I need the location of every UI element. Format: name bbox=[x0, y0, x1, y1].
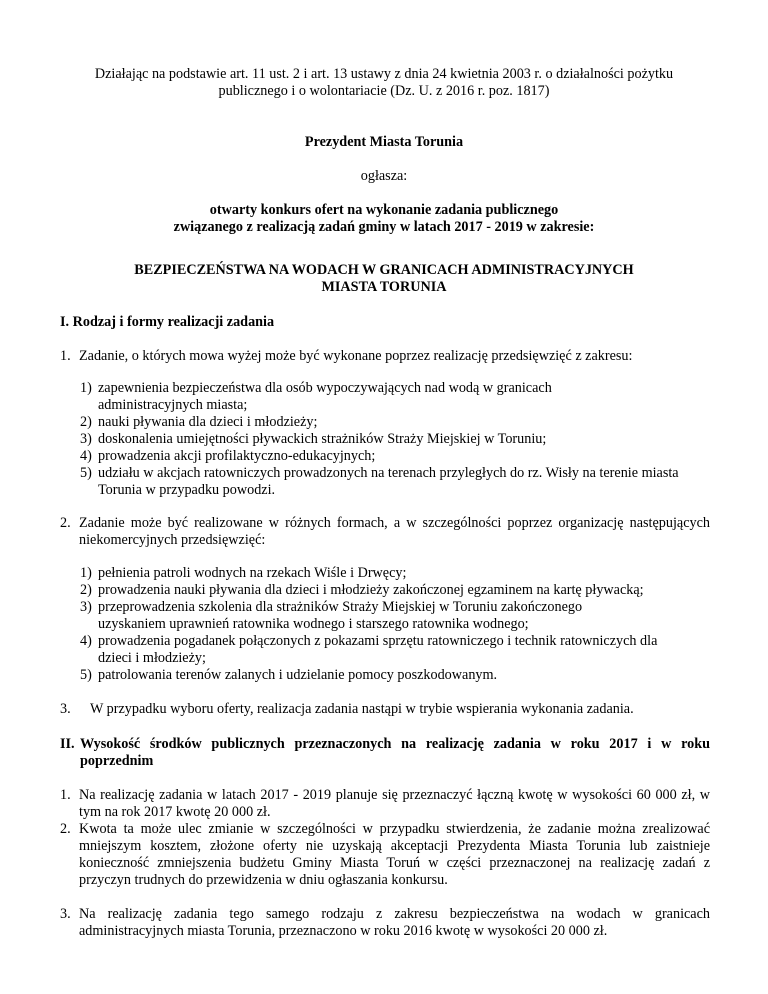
subitem-number: 5) bbox=[80, 667, 92, 683]
section-1-item-1-sub-4 bbox=[80, 448, 710, 465]
section-1-item-1-sub-3 bbox=[80, 431, 710, 448]
item-text: Kwota ta może ulec zmianie w szczególności w przypadku stwierdzenia, że zadanie można zrealizować mniejszym kosztem, złożone oferty nie uzyskają akceptacji Prezydenta Miasta Torunia lub zaistnieje konieczność zmniejszenia budżetu Gminy Miasta Toruń w części przeznaczonej na realizację zadań z przyczyn trudnych do przewidzenia w dniu ogłaszania konkursu. bbox=[79, 821, 710, 888]
contest-title bbox=[60, 202, 708, 236]
section-1-item-3 bbox=[60, 701, 710, 718]
item-text: W przypadku wyboru oferty, realizacja zadania nastąpi w trybie wspierania wykonania zadania. bbox=[90, 701, 634, 717]
subitem-text: patrolowania terenów zalanych i udzielanie pomocy poszkodowanym. bbox=[98, 667, 498, 683]
heading-number: II. bbox=[60, 736, 75, 752]
subitem-number: 4) bbox=[80, 633, 92, 649]
subitem-text: udziału w akcjach ratowniczych prowadzonych na terenach przyległych do rz. Wisły na terenie miasta Torunia w przypadku powodzi. bbox=[98, 465, 679, 498]
subitem-text: prowadzenia pogadanek połączonych z pokazami sprzętu ratowniczego i technik ratowniczych dla dzieci i młodzieży; bbox=[98, 633, 658, 666]
title-line-2: MIASTA TORUNIA bbox=[321, 279, 447, 295]
section-1-item-2-sub-3 bbox=[80, 599, 710, 633]
item-number: 2. bbox=[60, 821, 71, 837]
section-1-item-2 bbox=[60, 515, 710, 549]
item-text: Zadanie, o których mowa wyżej może być wykonane poprzez realizację przedsięwzięć z zakresu: bbox=[79, 348, 633, 364]
title-line-1: BEZPIECZEŃSTWA NA WODACH W GRANICACH ADMINISTRACYJNYCH bbox=[134, 262, 634, 278]
document-title bbox=[60, 262, 708, 296]
contest-line-2: związanego z realizacją zadań gminy w latach 2017 - 2019 w zakresie: bbox=[173, 219, 595, 235]
subitem-number: 1) bbox=[80, 380, 92, 396]
subitem-number: 2) bbox=[80, 582, 92, 598]
subitem-number: 4) bbox=[80, 448, 92, 464]
intro-text bbox=[60, 66, 708, 100]
section-1-heading: I. Rodzaj i formy realizacji zadania bbox=[60, 314, 275, 330]
subitem-text: nauki pływania dla dzieci i młodzieży; bbox=[98, 414, 318, 430]
item-number: 1. bbox=[60, 787, 71, 803]
subitem-text: prowadzenia akcji profilaktyczno-edukacyjnych; bbox=[98, 448, 376, 464]
section-1-item-2-sub-5 bbox=[80, 667, 710, 684]
section-1-item-2-sub-1 bbox=[80, 565, 710, 582]
section-1-item-1-sub-2 bbox=[80, 414, 710, 431]
item-text: Zadanie może być realizowane w różnych formach, a w szczególności poprzez organizację następujących niekomercyjnych przedsięwzięć: bbox=[79, 515, 710, 548]
intro-line-2: publicznego i o wolontariacie (Dz. U. z 2016 r. poz. 1817) bbox=[218, 83, 550, 99]
section-1-item-2-sub-4 bbox=[80, 633, 710, 667]
subitem-number: 5) bbox=[80, 465, 92, 481]
item-text: Na realizację zadania w latach 2017 - 2019 planuje się przeznaczyć łączną kwotę w wysokości 60 000 zł, w tym na rok 2017 kwotę 20 000 zł. bbox=[79, 787, 710, 820]
subitem-text: pełnienia patroli wodnych na rzekach Wiśle i Drwęcy; bbox=[98, 565, 407, 581]
subitem-number: 3) bbox=[80, 599, 92, 615]
heading-text: Wysokość środków publicznych przeznaczonych na realizację zadania w roku 2017 i w roku poprzednim bbox=[80, 736, 710, 769]
section-2-item-2 bbox=[60, 821, 710, 889]
section-1-item-1-sub-5 bbox=[80, 465, 710, 499]
subitem-number: 2) bbox=[80, 414, 92, 430]
item-number: 2. bbox=[60, 515, 71, 531]
item-number: 3. bbox=[60, 701, 71, 717]
section-2-heading bbox=[60, 736, 710, 770]
item-number: 1. bbox=[60, 348, 71, 364]
section-2-item-3 bbox=[60, 906, 710, 940]
intro-line-1: Działając na podstawie art. 11 ust. 2 i art. 13 ustawy z dnia 24 kwietnia 2003 r. o działalności pożytku bbox=[94, 66, 674, 82]
subitem-text: przeprowadzenia szkolenia dla strażników Straży Miejskiej w Toruniu zakończonego uzyskaniem uprawnień ratownika wodnego i starszego ratownika wodnego; bbox=[98, 599, 583, 632]
section-2-item-1 bbox=[60, 787, 710, 821]
subitem-number: 1) bbox=[80, 565, 92, 581]
subitem-text: prowadzenia nauki pływania dla dzieci i młodzieży zakończonej egzaminem na kartę pływacką; bbox=[98, 582, 644, 598]
section-1-item-1 bbox=[60, 348, 710, 365]
contest-line-1: otwarty konkurs ofert na wykonanie zadania publicznego bbox=[209, 202, 559, 218]
item-number: 3. bbox=[60, 906, 71, 922]
announcer: Prezydent Miasta Torunia bbox=[304, 134, 464, 150]
subitem-text: doskonalenia umiejętności pływackich strażników Straży Miejskiej w Toruniu; bbox=[98, 431, 547, 447]
announces: ogłasza: bbox=[360, 168, 408, 184]
section-1-item-1-sub-1 bbox=[80, 380, 710, 414]
subitem-number: 3) bbox=[80, 431, 92, 447]
subitem-text: zapewnienia bezpieczeństwa dla osób wypoczywających nad wodą w granicach administracyjnych miasta; bbox=[98, 380, 552, 413]
section-1-item-2-sub-2 bbox=[80, 582, 710, 599]
item-text: Na realizację zadania tego samego rodzaju z zakresu bezpieczeństwa na wodach w granicach administracyjnych miasta Torunia, przeznaczono w roku 2016 kwotę w wysokości 20 000 zł. bbox=[79, 906, 710, 939]
